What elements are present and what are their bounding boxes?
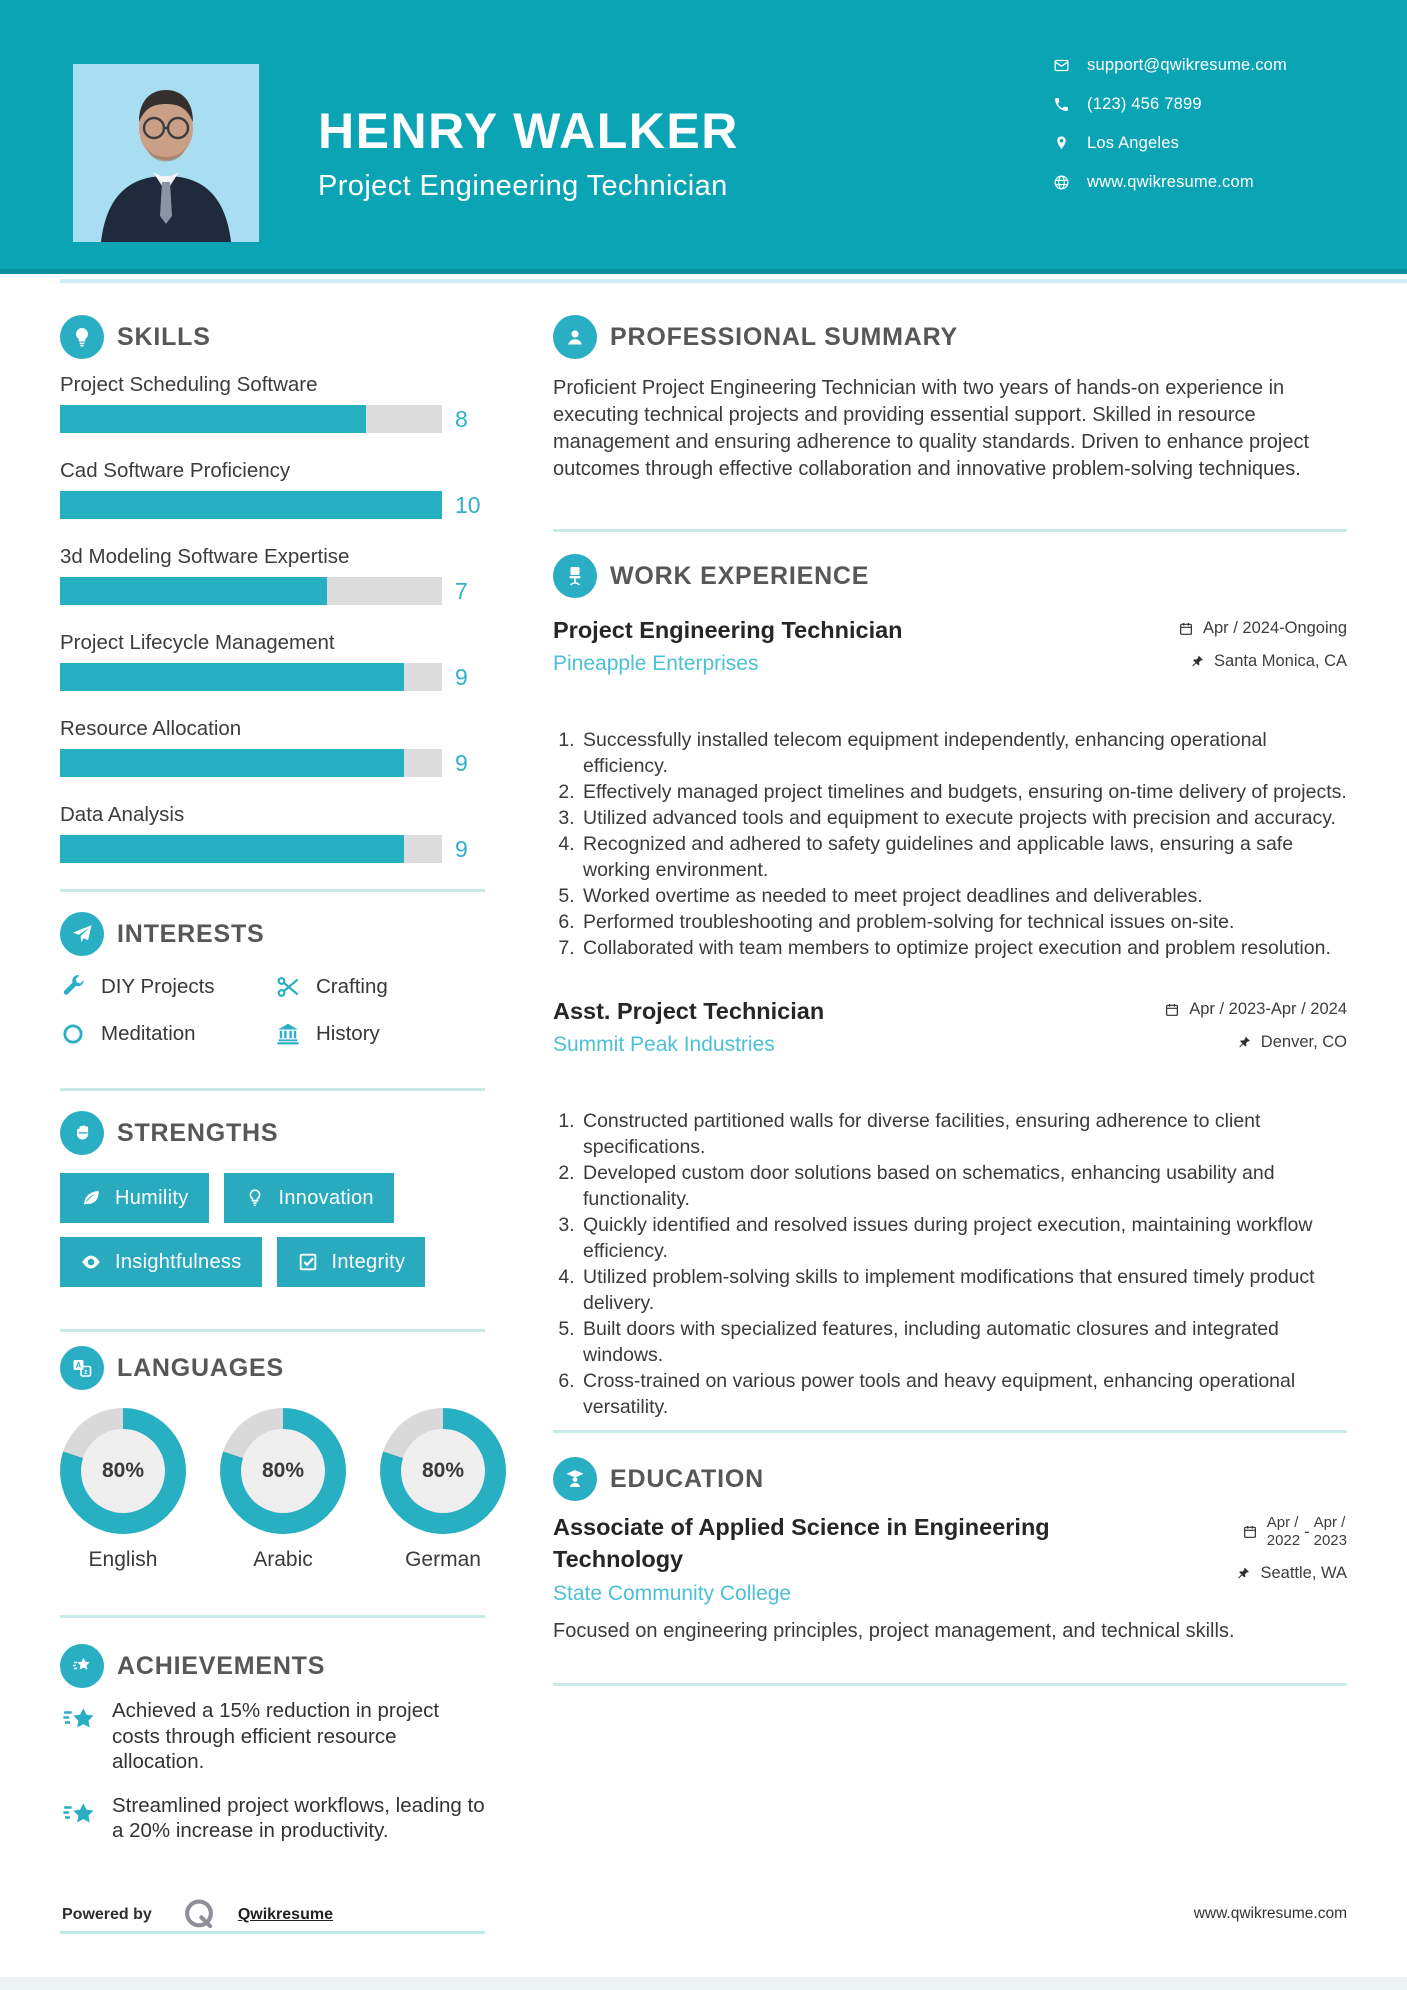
strength-pill: [60, 1173, 209, 1223]
education-section-header: [553, 1457, 1347, 1501]
globe-icon: [1053, 174, 1070, 191]
contact-website-text: www.qwikresume.com: [1087, 173, 1254, 191]
language-percent: 80%: [421, 1459, 465, 1482]
language-label: Arabic: [253, 1548, 313, 1571]
languages-section-header: [60, 1346, 485, 1390]
contact-website[interactable]: [1053, 173, 1287, 192]
language-donut-chart: [380, 1408, 506, 1534]
skill-label: Resource Allocation: [60, 717, 242, 740]
svg-text:A: A: [75, 1361, 82, 1370]
strength-label: Humility: [115, 1186, 189, 1209]
qwikresume-link[interactable]: Qwikresume: [237, 1906, 333, 1923]
person-job-title: Project Engineering Technician: [318, 170, 728, 202]
skill-bar-fill: [60, 491, 442, 519]
calendar-icon: [1164, 1002, 1180, 1018]
skill-bar-fill: [60, 749, 404, 777]
shooting-star-icon: [60, 1795, 100, 1835]
section-divider: [60, 1088, 485, 1091]
contact-location: [1053, 134, 1287, 153]
language-label: English: [88, 1548, 158, 1571]
strengths-list: [60, 1173, 485, 1287]
job-bullet: 7. Collaborated with team members to optimize project execution and problem resolution.: [580, 935, 1347, 961]
interest-label: Crafting: [316, 975, 388, 998]
skill-label: Project Scheduling Software: [60, 373, 318, 396]
interests-title: INTERESTS: [117, 919, 265, 948]
skill-label: 3d Modeling Software Expertise: [60, 545, 350, 568]
fist-icon: [60, 1111, 104, 1155]
achievement-text: Streamlined project workflows, leading to a 20% increase in productivity.: [112, 1793, 485, 1842]
skill-label: Cad Software Proficiency: [60, 459, 291, 482]
education-location-text: Seattle, WA: [1260, 1564, 1347, 1582]
person-name: HENRY WALKER: [318, 103, 739, 159]
skill-value: 9: [455, 835, 468, 862]
interest-item: [60, 970, 275, 1004]
language-percent: 80%: [101, 1459, 145, 1482]
strength-label: Integrity: [331, 1250, 406, 1273]
skill-row: [60, 459, 485, 519]
job-date-text: Apr / 2023-Apr / 2024: [1189, 1000, 1347, 1018]
pushpin-icon: [1189, 654, 1205, 670]
skill-bar-track: [60, 577, 442, 605]
interests-section-header: [60, 912, 485, 956]
footer-website: www.qwikresume.com: [1193, 1905, 1347, 1922]
skill-row: [60, 631, 485, 691]
job-location-text: Santa Monica, CA: [1214, 652, 1347, 670]
achievements-section-header: [60, 1644, 485, 1688]
strengths-section-header: [60, 1111, 485, 1155]
pushpin-icon: [1236, 1035, 1252, 1051]
job-location: [1178, 652, 1347, 671]
profile-photo: [73, 64, 259, 242]
job-title: Project Engineering Technician: [553, 617, 903, 643]
language-donut-chart: [60, 1408, 186, 1534]
badge-star-icon: [60, 1644, 104, 1688]
degree-title: Associate of Applied Science in Engineering Technology: [553, 1514, 1050, 1572]
skill-row: [60, 373, 485, 433]
skill-bar-fill: [60, 835, 404, 863]
calendar-icon: [1242, 1524, 1258, 1540]
job-bullet: 6. Cross-trained on various power tools and heavy equipment, enhancing operational versatility.: [580, 1368, 1347, 1420]
job-bullet: 5. Built doors with specialized features, including automatic closures and integrated windows.: [580, 1316, 1347, 1368]
header-accent-strip: [60, 279, 1407, 283]
education-title: EDUCATION: [610, 1464, 764, 1493]
job-meta: [1164, 997, 1347, 1066]
education-start-year: 2022: [1266, 1532, 1301, 1549]
skill-bar-track: [60, 749, 442, 777]
summary-title: PROFESSIONAL SUMMARY: [610, 322, 958, 351]
strength-pill: [277, 1237, 426, 1287]
skill-value: 9: [455, 749, 468, 776]
achievements-title: ACHIEVEMENTS: [117, 1651, 326, 1680]
experience-title: WORK EXPERIENCE: [610, 561, 870, 590]
education-end-year: 2023: [1313, 1532, 1347, 1549]
leaf-icon: [80, 1187, 102, 1209]
achievements-list: [60, 1698, 485, 1844]
eye-icon: [80, 1251, 102, 1273]
job-bullet: 1. Successfully installed telecom equipment independently, enhancing operational efficiency.: [580, 727, 1347, 779]
education-start-month: Apr /: [1266, 1514, 1299, 1531]
phone-icon: [1053, 96, 1070, 113]
strength-label: Innovation: [278, 1186, 374, 1209]
date-separator: -: [1304, 1522, 1310, 1541]
job-bullet-list: [553, 727, 1347, 961]
contact-phone-text: (123) 456 7899: [1087, 95, 1202, 113]
education-date: [1235, 1514, 1347, 1550]
job-entry: [553, 616, 1347, 961]
school-link[interactable]: State Community College: [553, 1582, 792, 1605]
qwikresume-logo-icon: [180, 1896, 218, 1934]
job-bullet: 1. Constructed partitioned walls for diverse facilities, ensuring adherence to client specifications.: [580, 1108, 1347, 1160]
job-date: [1178, 619, 1347, 638]
languages-list: [60, 1408, 485, 1572]
identity-block: [318, 104, 739, 203]
summary-section-header: [553, 315, 1347, 359]
right-column: [553, 315, 1347, 1686]
experience-section-header: [553, 554, 1347, 598]
job-bullet: 5. Worked overtime as needed to meet project deadlines and deliverables.: [580, 883, 1347, 909]
skill-label: Data Analysis: [60, 803, 185, 826]
education-end-month: Apr /: [1313, 1514, 1346, 1531]
interest-item: [275, 970, 485, 1004]
job-bullet: 4. Recognized and adhered to safety guidelines and applicable laws, ensuring a safe working environment.: [580, 831, 1347, 883]
skill-value: 7: [455, 577, 468, 604]
contact-list: [1053, 56, 1287, 212]
section-divider: [553, 1430, 1347, 1433]
job-bullet: 3. Quickly identified and resolved issues during project execution, maintaining workflow efficiency.: [580, 1212, 1347, 1264]
education-meta: [1235, 1511, 1347, 1606]
calendar-icon: [1178, 621, 1194, 637]
interest-item: [60, 1017, 275, 1051]
strengths-title: STRENGTHS: [117, 1118, 279, 1147]
skill-bar-fill: [60, 663, 404, 691]
strength-pill: [60, 1237, 262, 1287]
section-divider: [553, 529, 1347, 532]
education-location: [1235, 1564, 1347, 1583]
bulb-icon: [244, 1187, 266, 1209]
job-location: [1164, 1033, 1347, 1052]
graduate-icon: [553, 1457, 597, 1501]
language-item: [380, 1408, 506, 1572]
skill-bar-track: [60, 491, 442, 519]
strength-pill: [224, 1173, 394, 1223]
powered-by-label: Powered by: [62, 1906, 152, 1923]
skill-bar-fill: [60, 405, 366, 433]
skill-bar-fill: [60, 577, 327, 605]
footer-divider: [60, 1931, 485, 1934]
location-icon: [1053, 135, 1070, 152]
education-description: Focused on engineering principles, project management, and technical skills.: [553, 1620, 1235, 1642]
office-chair-icon: [553, 554, 597, 598]
interest-label: Meditation: [101, 1022, 196, 1045]
achievement-item: [60, 1793, 485, 1844]
skill-row: [60, 717, 485, 777]
paper-plane-icon: [60, 912, 104, 956]
job-date-text: Apr / 2024-Ongoing: [1202, 619, 1347, 637]
interest-label: DIY Projects: [101, 975, 215, 998]
section-divider: [60, 1329, 485, 1332]
job-title: Asst. Project Technician: [553, 998, 825, 1024]
page-bottom-edge: [0, 1977, 1407, 1990]
skill-value: 10: [455, 491, 481, 518]
skill-value: 9: [455, 663, 468, 690]
skill-row: [60, 803, 485, 863]
profile-photo-illustration: [73, 64, 259, 242]
language-label: German: [405, 1548, 481, 1571]
job-bullet-list: [553, 1108, 1347, 1420]
translate-icon: [60, 1346, 104, 1390]
job-date: [1164, 1000, 1347, 1019]
job-bullet: 2. Developed custom door solutions based on schematics, enhancing usability and functionality.: [580, 1160, 1347, 1212]
skill-bar-track: [60, 405, 442, 433]
contact-email: [1053, 56, 1287, 75]
email-icon: [1053, 57, 1070, 74]
achievement-item: [60, 1698, 485, 1775]
achievement-text: Achieved a 15% reduction in project costs through efficient resource allocation.: [112, 1699, 440, 1773]
svg-text:z: z: [84, 1369, 88, 1376]
education-entry: [553, 1511, 1347, 1645]
skill-bar-track: [60, 663, 442, 691]
lightbulb-icon: [60, 315, 104, 359]
job-bullet: 3. Utilized advanced tools and equipment to execute projects with precision and accuracy.: [580, 805, 1347, 831]
language-item: [60, 1408, 186, 1572]
skill-row: [60, 545, 485, 605]
skill-value: 8: [455, 405, 468, 432]
job-company-link[interactable]: Summit Peak Industries: [553, 1033, 775, 1056]
section-divider: [553, 1683, 1347, 1686]
job-meta: [1178, 616, 1347, 685]
language-item: [220, 1408, 346, 1572]
skills-title: SKILLS: [117, 322, 211, 351]
interest-label: History: [316, 1022, 380, 1045]
language-donut-chart: [220, 1408, 346, 1534]
skills-section-header: [60, 315, 485, 359]
languages-title: LANGUAGES: [117, 1353, 284, 1382]
contact-location-text: Los Angeles: [1087, 134, 1180, 152]
job-company-link[interactable]: Pineapple Enterprises: [553, 652, 759, 675]
interest-item: [275, 1017, 485, 1051]
powered-by: [62, 1896, 333, 1934]
job-location-text: Denver, CO: [1260, 1033, 1347, 1051]
checkbox-icon: [297, 1251, 319, 1273]
shooting-star-icon: [60, 1700, 100, 1740]
job-bullet: 2. Effectively managed project timelines and budgets, ensuring on-time delivery of projects.: [580, 779, 1347, 805]
job-entry: [553, 997, 1347, 1420]
section-divider: [60, 1615, 485, 1618]
job-bullet: 4. Utilized problem-solving skills to implement modifications that ensured timely product delivery.: [580, 1264, 1347, 1316]
header-bottom-edge: [0, 269, 1407, 274]
contact-phone: [1053, 95, 1287, 114]
interests-list: [60, 970, 485, 1051]
wrench-icon: [60, 974, 86, 1000]
museum-icon: [275, 1021, 301, 1047]
strength-label: Insightfulness: [115, 1250, 242, 1273]
left-column: [60, 315, 485, 1862]
pushpin-icon: [1235, 1566, 1251, 1582]
job-bullet: 6. Performed troubleshooting and problem-solving for technical issues on-site.: [580, 909, 1347, 935]
section-divider: [60, 889, 485, 892]
skills-list: [60, 373, 485, 863]
contact-email-text: support@qwikresume.com: [1087, 56, 1287, 74]
circle-icon: [60, 1021, 86, 1047]
skill-label: Project Lifecycle Management: [60, 631, 335, 654]
person-icon: [553, 315, 597, 359]
scissors-icon: [275, 974, 301, 1000]
skill-bar-track: [60, 835, 442, 863]
summary-text: Proficient Project Engineering Technician with two years of hands-on experience in executing technical projects and providing essential support. Skilled in resource management and ensuring adherence to quality standards. Driven to enhance project outcomes through effective collaboration and innovative problem-solving techniques.: [553, 377, 1310, 480]
language-percent: 80%: [261, 1459, 305, 1482]
